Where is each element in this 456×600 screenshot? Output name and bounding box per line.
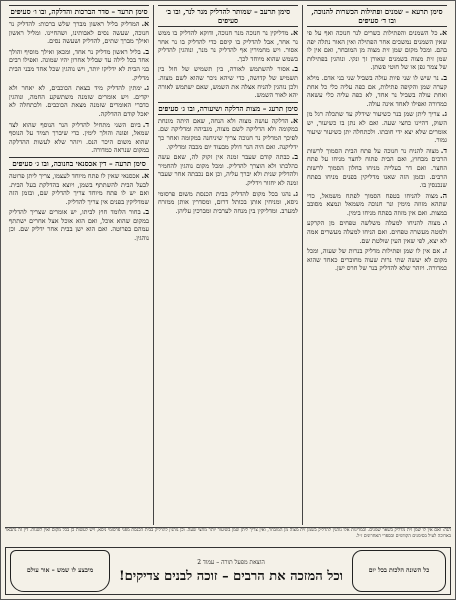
- paragraph: [9, 208, 149, 242]
- paragraph-number: ד.: [440, 145, 447, 155]
- paragraph-text: הדלקה עושה מצוה ולא הנחה, שאם היתה מונחת במקומה ולא הדליקה לשם מצוה, מגביהה ומדליקה שם. לפיכך המדליק נר חנוכה צריך שיניחנה במקומה ואחר כך ידליקנה. ואם היה הנר דולק מבעוד יום מכבה ומדליקו.: [158, 116, 298, 151]
- column-left: [5, 5, 154, 525]
- paragraph-text: אם אין לו שמן ופתילות מדליק בנרות של שעוה, ומכל מקום לא יעשה שתי נרות שעוה מחוברים כאחד שהוא כמדורה. ויזהר שלא להדליק בנר של חרס ישן.: [307, 247, 447, 273]
- paragraph-number: ז.: [442, 246, 447, 256]
- paragraph-number: ב.: [440, 72, 447, 82]
- paragraph-number: ב.: [291, 152, 298, 162]
- paragraph-text: אסור להשתמש לאורה, בין תשמיש של חול בין תשמיש של קדושה, כדי שיהא ניכר שהוא לשם מצוה. ולכן נוהגין להניח אצלה את השמש, שאם ישתמש לאורה יהא לאור השמש.: [158, 65, 298, 100]
- paragraph: [9, 172, 149, 206]
- section-title-2: סימן תרעה – דין אכסנאי בחנוכה, ובו ג׳ סעיפים: [9, 157, 149, 170]
- paragraph: [158, 190, 298, 216]
- paragraph: [307, 110, 447, 144]
- section-title: סימן תרעא – שמנים ופתילות הכשרות להנוכה, ובו ד׳ סעיפים: [307, 5, 447, 27]
- paragraph-number: ה.: [439, 190, 447, 200]
- left-logo-text: מיבצע לו שמש – אור עולם: [26, 567, 94, 574]
- right-logo-text: כל השונה הלכות בכל יום: [368, 567, 430, 574]
- section-title-2: סימן תרעג – מצות הדלקה ושיעורה, ובו ג׳ סעיפים: [158, 103, 298, 113]
- paragraph-number: א.: [141, 19, 149, 28]
- paragraph-number: ד.: [142, 119, 149, 129]
- paragraph-text: צריך ליתן שמן בנר כשיעור שידלק עד שתכלה רגל מן השוק, דהיינו כחצי שעה. ואם לא נתן בו כשיעור, יש אומרים שלא יצא ידי חובתו. ולכתחלה יתן כשיעור שיעור גמור.: [307, 110, 447, 145]
- paragraph-text: בליל ראשון מדליק נר אחד, ומכאן ואילך מוסיף והולך אחד בכל לילה עד שבליל אחרון יהיו שמונה. ואפילו רבים בני הבית לא ידליקו יותר, ויש נוהגין שכל אחד מבני הבית מדליק.: [9, 47, 149, 82]
- paragraph: [307, 74, 447, 108]
- paragraph-text: ימתין להדליק מיד בצאת הכוכבים, לא יאחר ולא יקדים. ויש אומרים שזמנה משתשקע החמה, ונוהגין כדברי האומרים שזמנה מצאת הכוכבים. ולכתחלה לא יאכל קודם ההדלקה.: [9, 84, 149, 118]
- paragraph: [307, 147, 447, 190]
- column-right: [303, 5, 451, 525]
- paragraph: [307, 219, 447, 245]
- paragraph-number: ב.: [142, 207, 149, 217]
- paragraph-text: מדליקין נר חנוכה מנר חנוכה, ודוקא להדליק בו ממש נר אחר, אבל להדליק בו קיסם כדי להדליק בו נר אחר אסור. ויש מחמירין אף להדליק נר מנר, ונוהגין להדליק בשמש שהוא מיוחד לכך.: [158, 29, 298, 63]
- paragraph-text: נר שיש לו שני פיות עולה בשביל שני בני אדם. מילא קערה שמן והקיפה פתילות, אם כפה עליה כלי כל אחת ואחת עולה בשביל נר אחד, לא כפה עליה כלי עשאה כמדורה ואפילו לאחד אינה עולה.: [307, 73, 447, 108]
- paragraph: [9, 121, 149, 155]
- paragraph-text: בחור הלומד חוץ לביתו, יש אומרים שצריך להדליק במקום שהוא אוכל, ואם הוא אוכל אצל אחרים ישתתף עמהם בפרוטה. ואם הוא ישן בבית אחר ידליק שם. וכן נוהגין.: [9, 208, 149, 243]
- paragraph-text: אכסנאי שאין לו פתח מיוחד לעצמו, צריך ליתן פרוטה לבעל הבית להשתתף בשמן, ויוצא בהדלקת בעל הבית. ואם יש לו פתח מיוחד צריך להדליק שם, ובזמן הזה שמדליקין בפנים אין צריך להדליק.: [9, 171, 149, 206]
- paragraph: [158, 65, 298, 99]
- paragraph: [158, 153, 298, 187]
- paragraph-text: המדליק בליל ראשון מברך שלש ברכות: להדליק נר חנוכה, שעשה נסים לאבותינו, ושהחיינו. ומליל ראשון ואילך מברך שתים, להדליק ושעשה נסים.: [9, 20, 149, 46]
- footer-note: הגה: ואם אין לו שמן זית מדליק בשאר שמנים. ובמדינות אלו נוהגין להדליק בשמן זית מצוה מן המובחר, ואין צריך ליתן שמן בשיעור יותר מחצי שעה. וכן נוהגין להדליק בבית הכנסת מפני פרסומי ניסא, ויש לעשות כן בכל מקום ואין לשנות. דין זה נתבאר בארוכה לעיל בסימנים הקודמים ובספרי האחרונים ז״ל.: [5, 527, 451, 550]
- paragraph-text: ביום השני מתחיל להדליק הנר הנוסף שהוא לצד שמאל, ופונה והולך לימין. כדי שיברך תמיד על הנוסף שהוא משום היכר הנס. ויזהר שלא לעשות ההדלקה במקום שנראה כמדורה.: [9, 120, 149, 155]
- paragraph: [307, 192, 447, 218]
- right-logo: [352, 550, 446, 592]
- left-logo: [10, 550, 110, 592]
- paragraph-text: מצוה להניחו בטפח הסמוך לפתח משמאל, כדי שתהא מזוזה מימין ונר חנוכה משמאל ונמצא מסובב במצות. ואם אין מזוזה בפתח מניחו בימין.: [307, 191, 447, 217]
- bottom-banner: [5, 547, 451, 595]
- paragraph-number: ו.: [442, 218, 447, 228]
- section-title: סימן תרעב – שמותר להדליק מנר לנר, ובו ב׳ סעיפים: [158, 5, 298, 27]
- paragraph-number: ב.: [142, 46, 149, 56]
- section-title: סימן תרעד – סדר הברכות והדלקה, ובו ו׳ סעיפים: [10, 7, 148, 16]
- paragraph: [307, 247, 447, 273]
- paragraph-text: נהגו בכל מקום להדליק בבית הכנסת משום פרסומי ניסא, ומניחין אותן בכותל דרום, ומסדרין אותן ממזרח למערב. ומדליקין בין מנחה לערבית ומברכין עליהן.: [158, 189, 298, 215]
- paragraph-text: מצוה להניחו למעלה משלשה טפחים מן הקרקע ולמטה מעשרה טפחים. ואם הניחו למעלה מעשרים אמה לא יצא, לפי שאין העין שולטת שם.: [307, 219, 447, 245]
- paragraph-number: ג.: [292, 188, 298, 198]
- paragraph-number: א.: [290, 28, 298, 37]
- paragraph-text: מצוה להניח נר חנוכה על פתח הבית הסמוך לרשות הרבים מבחוץ, ואם הבית פתוח לחצר מניחו על פתח החצר. ואם דר בעלייה מניחו בחלון הסמוך לרשות הרבים. ובזמן הזה שאנו מדליקין בפנים מניחו בפתח שנכנסין בו.: [307, 146, 447, 190]
- paragraph-number: ב.: [291, 64, 298, 74]
- paragraph-number: ג.: [143, 83, 149, 93]
- paragraph: [9, 20, 149, 46]
- page-reference: הוצאת מפעל תורה – עמוד 2: [197, 558, 265, 566]
- paragraph-number: א.: [141, 170, 149, 180]
- paragraph: [9, 84, 149, 118]
- paragraph-number: א.: [290, 115, 298, 125]
- paragraph: [158, 29, 298, 63]
- paragraph-text: כל השמנים והפתילות כשרים לנר חנוכה ואף על פי שאין השמנים נמשכים אחר הפתילה ואין האור נתלה יפה בהם. ומכל מקום שמן זית מצוה מן המובחר, ואם אין לו שמן זית מצוה בשמנים שאורן זך ונקי. ונוהגין בפתילות של צמר גפן או של חוטי פשתן.: [307, 29, 447, 72]
- paragraph: [158, 117, 298, 151]
- banner-center: [114, 559, 348, 584]
- paragraph: [307, 29, 447, 72]
- paragraph: [9, 48, 149, 82]
- paragraph-number: ג.: [441, 109, 447, 119]
- text-columns: [5, 5, 451, 525]
- banner-motto: וכל המזכה את הרבים – זוכה לבנים צדיקים!: [118, 568, 344, 584]
- paragraph-number: א.: [439, 28, 447, 37]
- paragraph-text: כבתה קודם שעבר זמנה אין זקוק לה, שאם עשה כהלכתו ולא הוצרך להדליק. ומכל מקום נוהגין להחמיר ולהדליק שנית ולא יברך עליה, וכן אם נכבתה אחר שעבר זמנה לא יחזור וידליק.: [158, 153, 298, 187]
- column-middle: [154, 5, 303, 525]
